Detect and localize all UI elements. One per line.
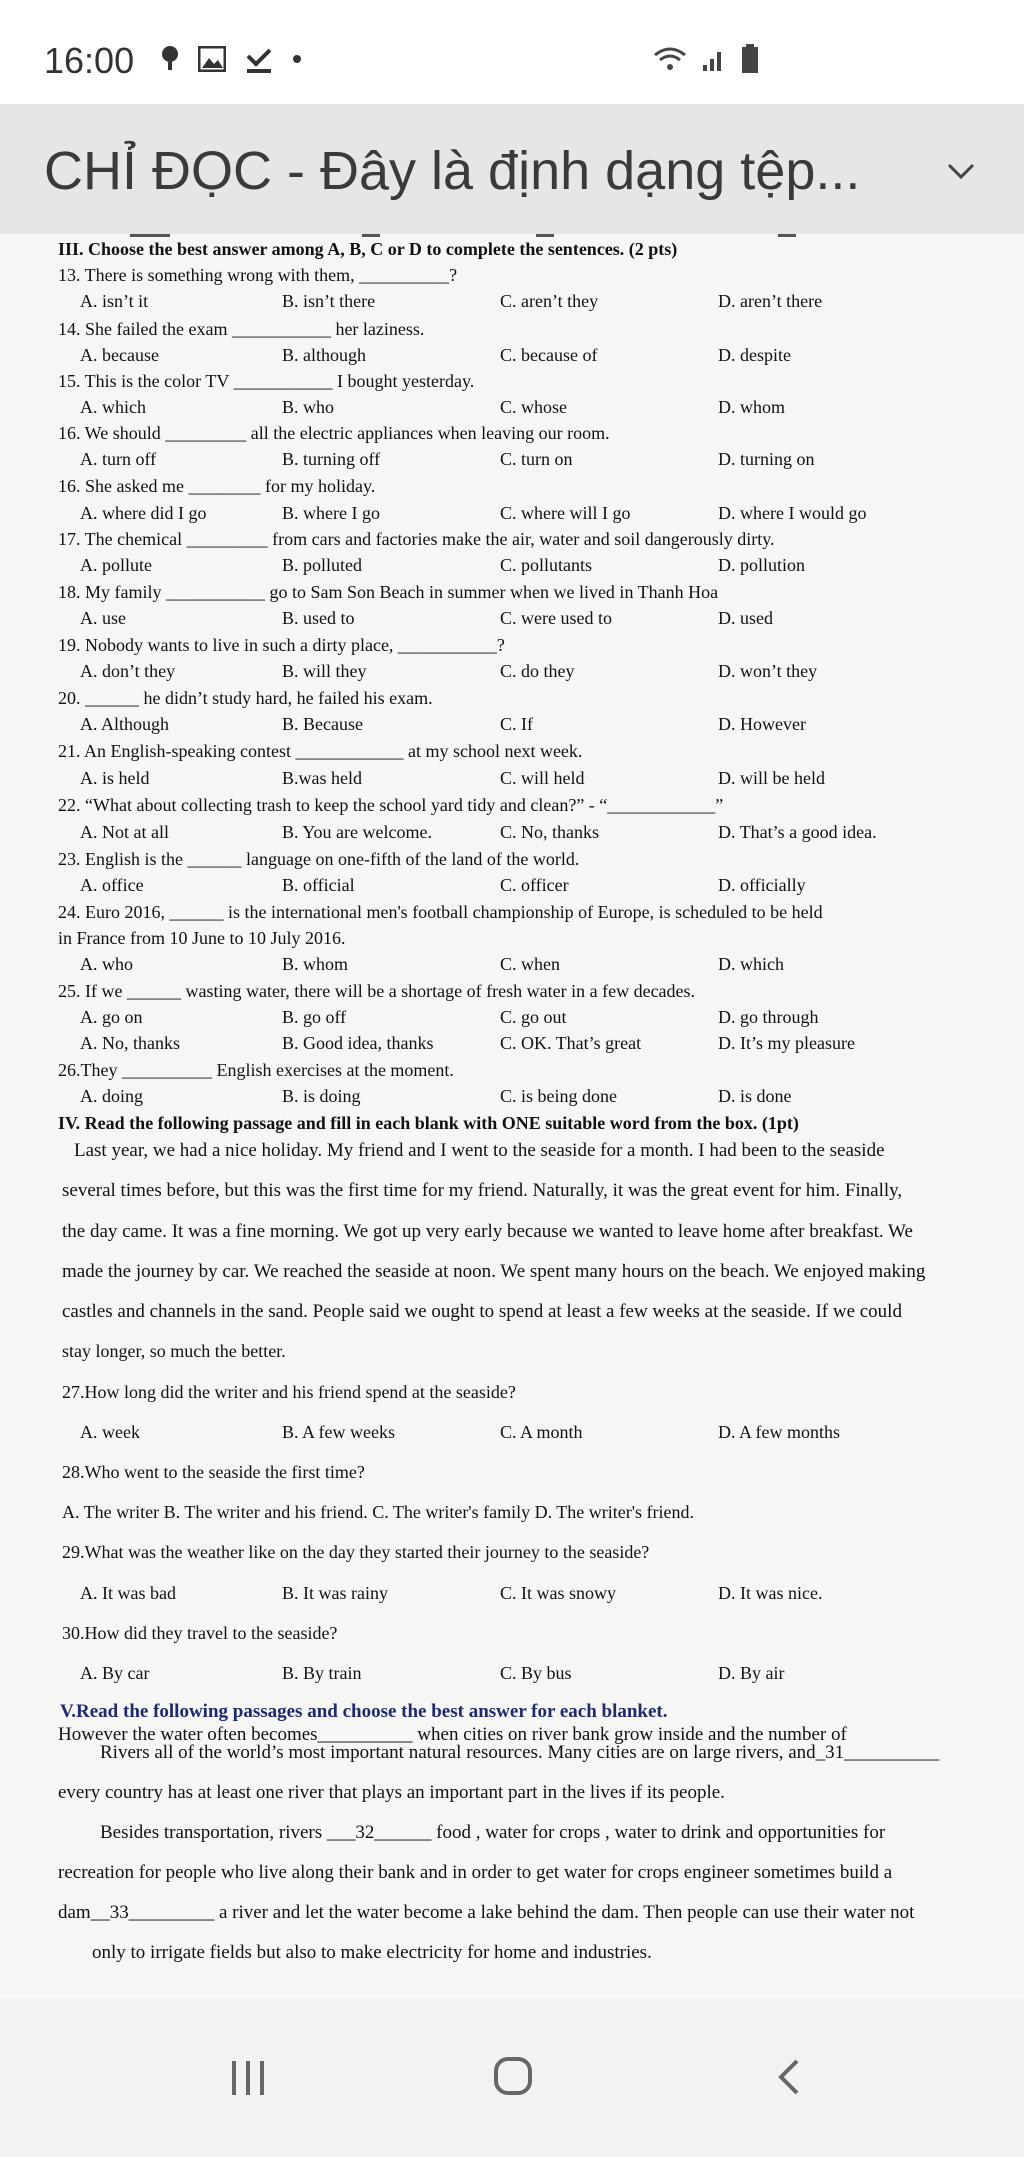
answer-option: D. whom xyxy=(718,397,785,417)
document-text-line: made the journey by car. We reached the seaside at noon. We spent many hours on the beach. We enjoyed making xyxy=(62,1261,926,1282)
document-text-line: Rivers all of the world’s most important natural resources. Many cities are on large rivers, and_31__________ xyxy=(100,1742,940,1763)
section-heading: V.Read the following passages and choose the best answer for each blanket. xyxy=(60,1701,668,1722)
document-text-line: 14. She failed the exam ___________ her laziness. xyxy=(58,319,425,339)
answer-option: C. officer xyxy=(500,875,569,895)
answer-option: D. That’s a good idea. xyxy=(718,822,877,842)
answer-option: A. where did I go xyxy=(80,503,207,523)
answer-option: A. turn off xyxy=(80,449,157,469)
answer-option: D. will be held xyxy=(718,768,825,788)
answer-option: A. pollute xyxy=(80,555,152,575)
document-text-line: 18. My family ___________ go to Sam Son Beach in summer when we lived in Thanh Hoa xyxy=(58,582,719,602)
gallery-icon xyxy=(198,46,226,72)
document-text-line: 22. “What about collecting trash to keep the school yard tidy and clean?” - “____________” xyxy=(58,795,724,815)
answer-option: D. which xyxy=(718,954,784,974)
answer-option: C. No, thanks xyxy=(500,822,599,842)
answer-option: C. when xyxy=(500,954,560,974)
scan-mark xyxy=(778,234,796,237)
scan-mark xyxy=(130,234,170,237)
status-time: 16:00 xyxy=(44,40,135,81)
answer-option: A. go on xyxy=(80,1007,143,1027)
answer-option: C. because of xyxy=(500,345,598,365)
answer-option: C. were used to xyxy=(500,608,612,628)
answer-option: C. It was snowy xyxy=(500,1583,616,1603)
answer-option: B. is doing xyxy=(282,1086,361,1106)
answer-option: C. If xyxy=(500,714,533,734)
answer-option: A. Although xyxy=(80,714,170,734)
document-text-line: 28.Who went to the seaside the first time? xyxy=(62,1462,365,1482)
answer-option: B. It was rainy xyxy=(282,1583,388,1603)
answer-option: D. won’t they xyxy=(718,661,818,681)
document-text-line: only to irrigate fields but also to make electricity for home and industries. xyxy=(92,1942,652,1963)
download-done-icon xyxy=(244,44,274,74)
answer-option: C. A month xyxy=(500,1422,583,1442)
document-text-line: castles and channels in the sand. People said we ought to spend at least a few weeks at the seaside. If we could xyxy=(62,1301,902,1322)
answer-option: B. A few weeks xyxy=(282,1422,395,1442)
recent-apps-button[interactable] xyxy=(232,2061,264,2095)
answer-option: B. Good idea, thanks xyxy=(282,1033,434,1053)
home-button[interactable] xyxy=(494,2057,532,2095)
answer-option: B. where I go xyxy=(282,503,380,523)
more-dot-icon xyxy=(292,54,302,64)
section-heading: III. Choose the best answer among A, B, C or D to complete the sentences. (2 pts) xyxy=(58,239,678,259)
answer-option: B. official xyxy=(282,875,355,895)
answer-option: C. pollutants xyxy=(500,555,593,575)
answer-option: A. By car xyxy=(80,1663,150,1683)
document-text-line: recreation for people who live along their bank and in order to get water for crops engineer sometimes build a xyxy=(58,1862,893,1883)
answer-option: C. whose xyxy=(500,397,567,417)
document-text-line: Last year, we had a nice holiday. My friend and I went to the seaside for a month. I had been to the seaside xyxy=(74,1140,885,1161)
answer-option: B. although xyxy=(282,345,366,365)
battery-icon xyxy=(741,44,759,74)
document-text-line: 16. She asked me ________ for my holiday. xyxy=(58,476,376,496)
answer-option: C. go out xyxy=(500,1007,567,1027)
answer-option: A. doing xyxy=(80,1086,143,1106)
answer-option: A. Not at all xyxy=(80,822,169,842)
answer-option: A. week xyxy=(80,1422,140,1442)
answer-option: A. because xyxy=(80,345,159,365)
answer-option: C. will held xyxy=(500,768,585,788)
document-text-line: every country has at least one river that plays an important part in the lives if its people. xyxy=(58,1782,725,1803)
document-text-line: the day came. It was a fine morning. We got up very early because we wanted to leave home after breakfast. We xyxy=(62,1221,913,1242)
document-text-line: 16. We should _________ all the electric appliances when leaving our room. xyxy=(58,423,610,443)
answer-option: D. where I would go xyxy=(718,503,867,523)
document-text-line: Besides transportation, rivers ___32______ food , water for crops , water to drink and opportunities for xyxy=(100,1822,886,1843)
answer-option: A. It was bad xyxy=(80,1583,176,1603)
answer-option: C. By bus xyxy=(500,1663,572,1683)
scan-mark xyxy=(536,234,554,237)
document-text-line: 25. If we ______ wasting water, there will be a shortage of fresh water in a few decades. xyxy=(58,981,696,1001)
answer-option: B. will they xyxy=(282,661,367,681)
answer-option: A. use xyxy=(80,608,126,628)
document-text-line: 17. The chemical _________ from cars and factories make the air, water and soil dangerously dirty. xyxy=(58,529,775,549)
section-heading: IV. Read the following passage and fill in each blank with ONE suitable word from the box. (1pt) xyxy=(58,1113,799,1133)
answer-option: A. don’t they xyxy=(80,661,176,681)
answer-option: D. aren’t there xyxy=(718,291,823,311)
document-text-line: in France from 10 June to 10 July 2016. xyxy=(58,928,346,948)
answer-option: A. is held xyxy=(80,768,150,788)
answer-option: C. where will I go xyxy=(500,503,631,523)
document-text-line: 24. Euro 2016, ______ is the international men's football championship of Europe, is scheduled to be held xyxy=(58,902,823,922)
answer-option: B. turning off xyxy=(282,449,381,469)
document-text-line: stay longer, so much the better. xyxy=(62,1341,286,1361)
answer-option: D. It was nice. xyxy=(718,1583,823,1603)
answer-option: D. officially xyxy=(718,875,806,895)
wifi-icon xyxy=(653,45,687,73)
answer-option: B. whom xyxy=(282,954,349,974)
document-text-line: 26.They __________ English exercises at the moment. xyxy=(58,1060,454,1080)
document-text-line: A. The writer B. The writer and his friend. C. The writer's family D. The writer's friend. xyxy=(62,1502,694,1522)
document-text-line: 21. An English-speaking contest ____________ at my school next week. xyxy=(58,741,583,761)
scan-mark xyxy=(362,234,380,237)
document-title: CHỈ ĐỌC - Đây là định dạng tệp... xyxy=(44,141,861,201)
answer-option: A. No, thanks xyxy=(80,1033,180,1053)
answer-option: B.was held xyxy=(282,768,362,788)
answer-option: B. used to xyxy=(282,608,355,628)
answer-option: A. office xyxy=(80,875,144,895)
system-icons xyxy=(653,44,759,74)
notification-icons xyxy=(160,44,302,74)
answer-option: C. turn on xyxy=(500,449,573,469)
signal-icon xyxy=(701,45,727,73)
answer-option: B. isn’t there xyxy=(282,291,376,311)
answer-option: B. who xyxy=(282,397,335,417)
answer-option: B. go off xyxy=(282,1007,347,1027)
document-text-line: 13. There is something wrong with them, __________? xyxy=(58,265,458,285)
answer-option: D. used xyxy=(718,608,773,628)
answer-option: D. despite xyxy=(718,345,791,365)
document-page xyxy=(0,234,1024,1999)
document-text-line: 29.What was the weather like on the day they started their journey to the seaside? xyxy=(62,1542,650,1562)
document-text-line: 19. Nobody wants to live in such a dirty place, ___________? xyxy=(58,635,505,655)
document-text-line: 20. ______ he didn’t study hard, he failed his exam. xyxy=(58,688,433,708)
chevron-down-icon[interactable] xyxy=(946,156,976,186)
navigation-bar xyxy=(0,1999,1024,2157)
answer-option: D. go through xyxy=(718,1007,819,1027)
answer-option: D. pollution xyxy=(718,555,806,575)
document-text-line: 30.How did they travel to the seaside? xyxy=(62,1623,338,1643)
answer-option: C. OK. That’s great xyxy=(500,1033,642,1053)
answer-option: C. do they xyxy=(500,661,575,681)
location-pin-icon xyxy=(160,44,180,74)
answer-option: A. who xyxy=(80,954,133,974)
answer-option: B. polluted xyxy=(282,555,362,575)
document-text-line: However the water often becomes__________ when cities on river bank grow inside and the number of xyxy=(58,1724,847,1745)
answer-option: A. which xyxy=(80,397,146,417)
document-text-line: 27.How long did the writer and his friend spend at the seaside? xyxy=(62,1382,516,1402)
back-icon[interactable] xyxy=(770,2057,810,2097)
answer-option: B. You are welcome. xyxy=(282,822,432,842)
answer-option: D. However xyxy=(718,714,806,734)
answer-option: D. A few months xyxy=(718,1422,841,1442)
answer-option: D. turning on xyxy=(718,449,815,469)
answer-option: D. is done xyxy=(718,1086,792,1106)
document-text-line: 15. This is the color TV ___________ I bought yesterday. xyxy=(58,371,475,391)
answer-option: B. By train xyxy=(282,1663,362,1683)
document-text-line: several times before, but this was the first time for my friend. Naturally, it was the great event for him. Finally, xyxy=(62,1180,903,1201)
answer-option: C. aren’t they xyxy=(500,291,599,311)
document-text-line: dam__33_________ a river and let the water become a lake behind the dam. Then people can use their water not xyxy=(58,1902,915,1923)
answer-option: A. isn’t it xyxy=(80,291,149,311)
document-title-bar[interactable] xyxy=(0,104,1024,234)
document-text-line: 23. English is the ______ language on one-fifth of the land of the world. xyxy=(58,849,580,869)
answer-option: B. Because xyxy=(282,714,363,734)
answer-option: C. is being done xyxy=(500,1086,617,1106)
answer-option: D. By air xyxy=(718,1663,785,1683)
answer-option: D. It’s my pleasure xyxy=(718,1033,855,1053)
status-bar xyxy=(0,0,1024,104)
